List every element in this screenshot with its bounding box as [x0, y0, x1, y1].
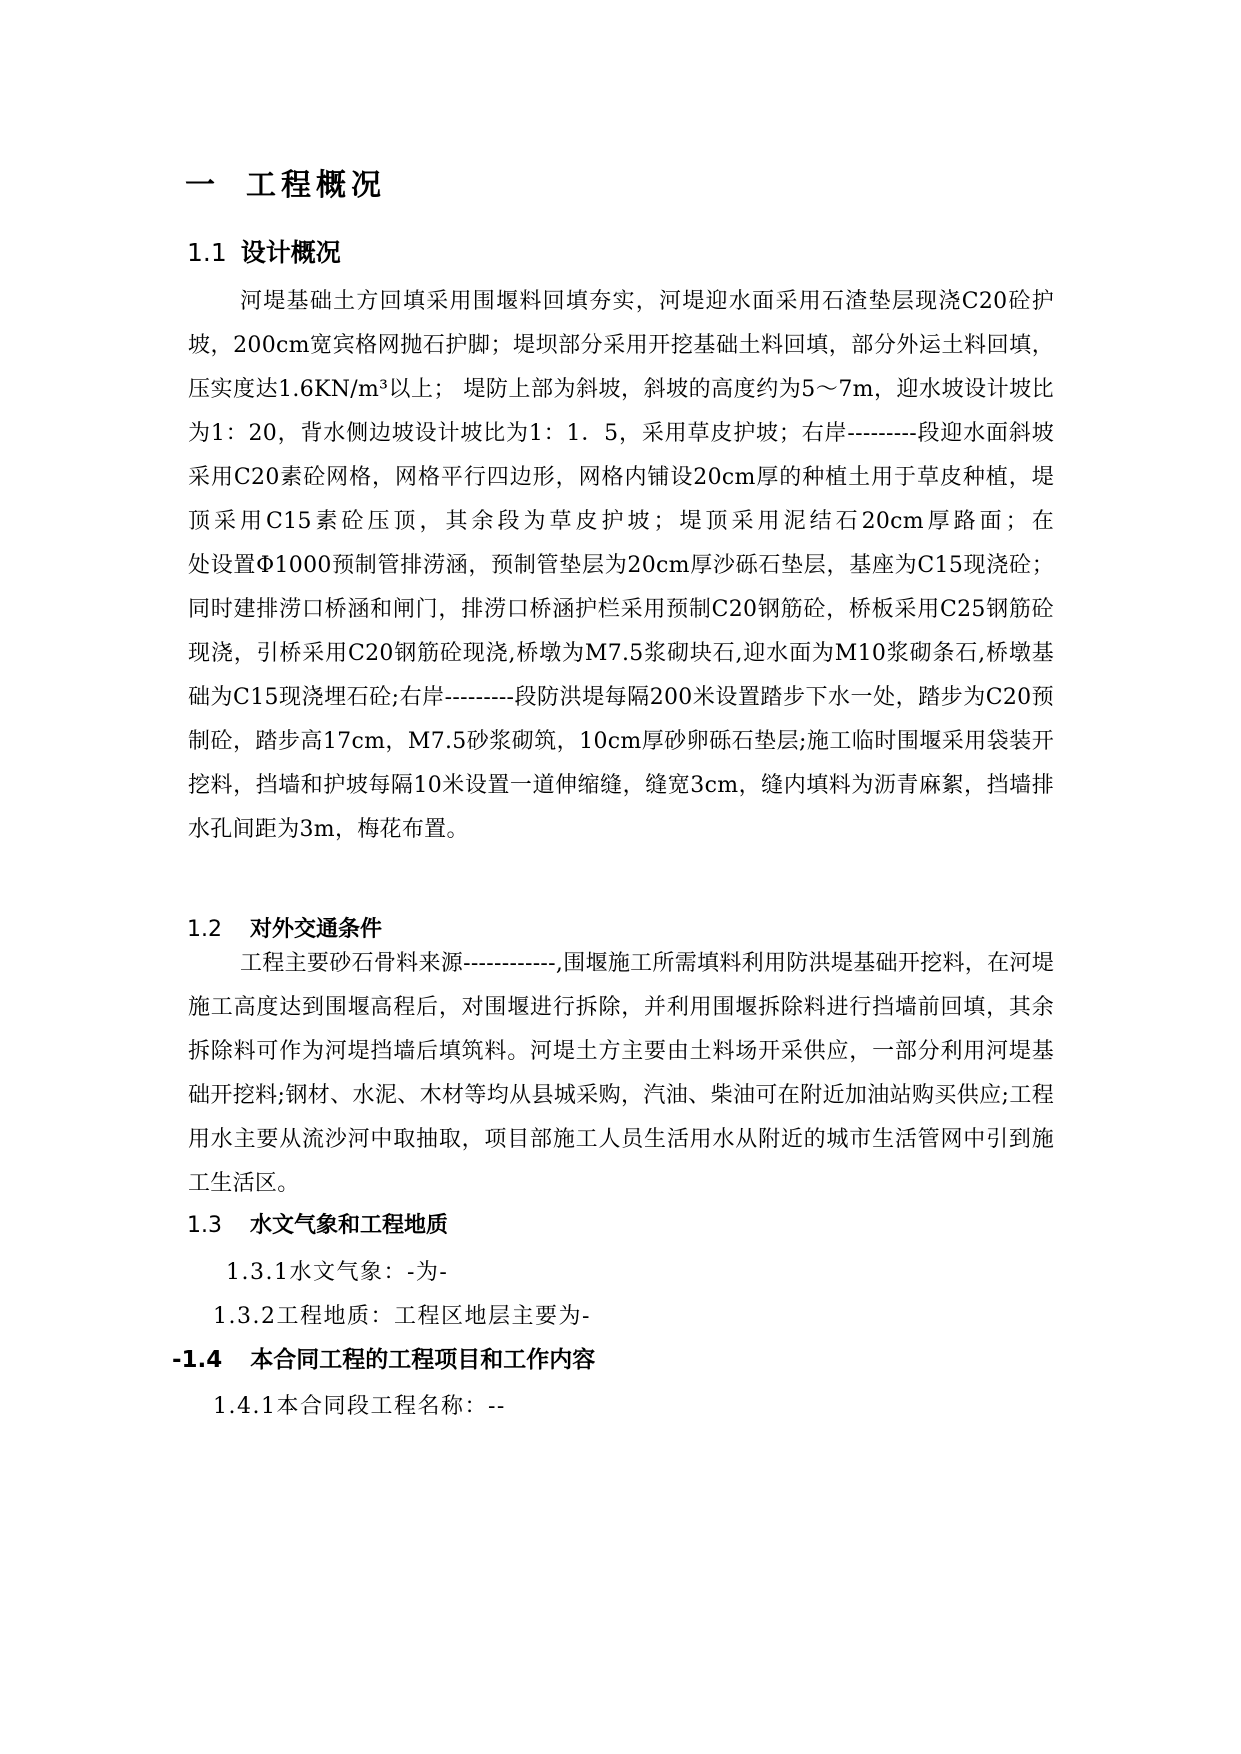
chapter-heading	[185, 160, 386, 204]
section-heading-1-4	[172, 1341, 595, 1374]
chapter-title: 工程概况	[246, 168, 386, 203]
section-number: 1.2	[187, 917, 222, 942]
contract-name-item: 1.4.1本合同段工程名称：--	[213, 1394, 506, 1419]
section-heading-1-3	[187, 1208, 448, 1239]
section-title: 对外交通条件	[250, 917, 383, 942]
section-title: 本合同工程的工程项目和工作内容	[250, 1347, 596, 1373]
section-heading-1-1	[187, 233, 341, 269]
section-number: -1.4	[172, 1347, 223, 1373]
design-overview-paragraph: 河堤基础土方回填采用围堰料回填夯实，河堤迎水面采用石渣垫层现浇C20砼护坡，200cm宽宾格网抛石护脚；堤坝部分采用开挖基础土料回填，部分外运土料回填，压实度达1.6KN/m³以上； 堤防上部为斜坡，斜坡的高度约为5～7m，迎水坡设计坡比为1：20，背水侧边坡设计坡比为1：1．5，采用草皮护坡；右岸---------段迎水面斜坡采用C20素砼网格，网格平行四边形，网格内铺设20cm厚的种植土用于草皮种植，堤顶采用C15素砼压顶，其余段为草皮护坡；堤顶采用泥结石20cm厚路面；在 处设置Φ1000预制管排涝涵，预制管垫层为20cm厚沙砾石垫层，基座为C15现浇砼；同时建排涝口桥涵和闸门，排涝口桥涵护栏采用预制C20钢筋砼，桥板采用C25钢筋砼现浇，引桥采用C20钢筋砼现浇,桥墩为M7.5浆砌块石,迎水面为M10浆砌条石,桥墩基础为C15现浇埋石砼;右岸---------段防洪堤每隔200米设置踏步下水一处，踏步为C20预制砼，踏步高17cm，M7.5砂浆砌筑，10cm厚砂卵砾石垫层;施工临时围堰采用袋装开挖料，挡墙和护坡每隔10米设置一道伸缩缝，缝宽3cm，缝内填料为沥青麻絮，挡墙排水孔间距为3m，梅花布置。	[188, 289, 1233, 842]
section-heading-1-2	[187, 912, 382, 943]
section-number: 1.3	[187, 1213, 222, 1238]
section-title: 设计概况	[240, 238, 341, 267]
hydrology-item: 1.3.1水文气象：-为-	[226, 1260, 449, 1285]
traffic-conditions-paragraph: 工程主要砂石骨料来源------------,围堰施工所需填料利用防洪堤基础开挖料，在河堤施工高度达到围堰高程后，对围堰进行拆除，并利用围堰拆除料进行挡墙前回填，其余拆除料可作为河堤挡墙后填筑料。河堤土方主要由土料场开采供应，一部分利用河堤基础开挖料;钢材、水泥、木材等均从县城采购，汽油、柴油可在附近加油站购买供应;工程用水主要从流沙河中取抽取，项目部施工人员生活用水从附近的城市生活管网中引到施工生活区。	[188, 951, 1054, 1196]
chapter-number: 一	[185, 168, 220, 203]
section-number: 1.1	[187, 238, 227, 267]
geology-item: 1.3.2工程地质：工程区地层主要为-	[213, 1304, 591, 1329]
section-title: 水文气象和工程地质	[250, 1213, 449, 1238]
